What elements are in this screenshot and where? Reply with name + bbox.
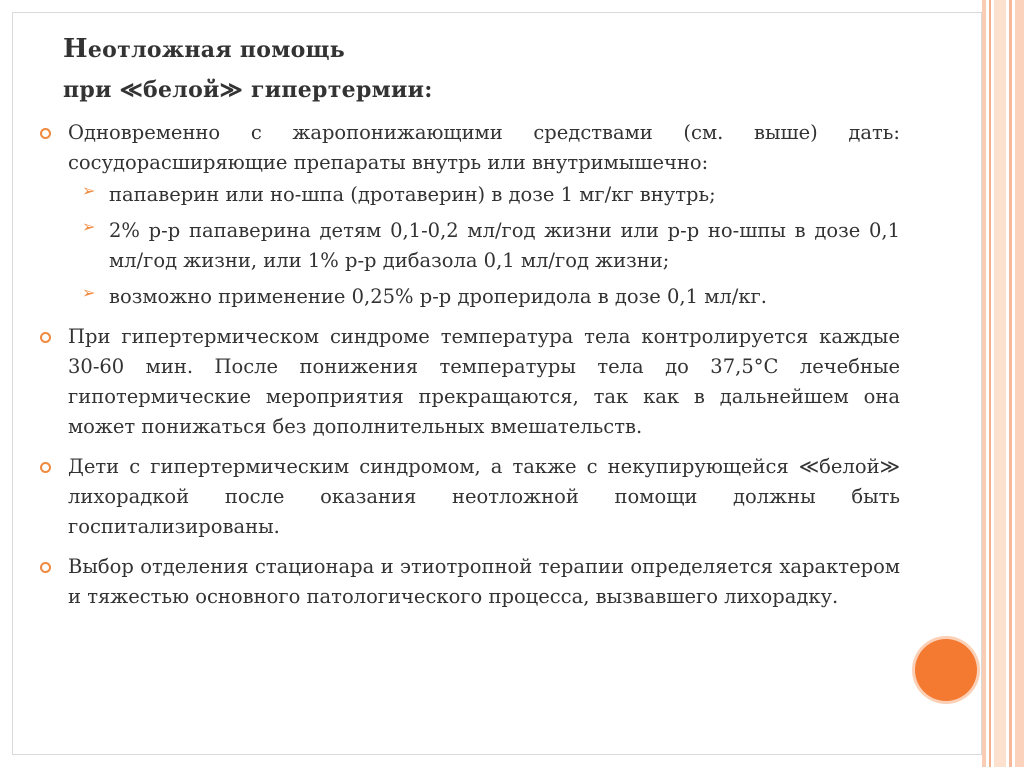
bullet-text: При гипертермическом синдроме температура тела контролируется каждые 30-60 мин. После понижения температуры тела до 37,5°С лечебные гипотермические мероприятия прекращаются, так как в дальнейшем она может понижаться без дополнительных вмешательств. [68, 325, 900, 438]
stripe [982, 0, 986, 767]
sub-list [68, 180, 900, 312]
title-line-1 [63, 32, 433, 67]
circle-outline-icon [40, 332, 51, 343]
bullet-item [40, 118, 900, 312]
bullet-item [40, 322, 900, 442]
slide-title [63, 32, 433, 107]
stripe [989, 0, 991, 767]
bullet-text: Дети с гипертермическим синдромом, а также с некупирующейся ≪белой≫ лихорадкой после оказания неотложной помощи должны быть госпитализированы. [68, 455, 900, 538]
arrowhead-icon: ➢ [82, 217, 96, 236]
circle-outline-icon [40, 128, 51, 139]
stripe [1015, 0, 1024, 767]
arrowhead-icon: ➢ [82, 283, 96, 302]
bullet-text: Выбор отделения стационара и этиотропной терапии определяется характером и тяжестью основного патологического процесса, вызвавшего лихорадку. [68, 555, 900, 608]
sub-item-text: 2% р-р папаверина детям 0,1-0,2 мл/год жизни или р-р но-шпы в дозе 0,1 мл/год жизни, или 1% р-р дибазола 0,1 мл/год жизни; [109, 219, 900, 272]
bullet-item [40, 452, 900, 542]
stripe [994, 0, 1006, 767]
decorative-side-stripes [982, 0, 1024, 767]
arrowhead-icon: ➢ [82, 181, 96, 200]
sub-item [68, 216, 900, 276]
circle-outline-icon [40, 462, 51, 473]
stripe [1009, 0, 1012, 767]
decorative-circle [915, 639, 977, 701]
slide-content [40, 118, 900, 622]
sub-item-text: возможно применение 0,25% р-р дроперидола в дозе 0,1 мл/кг. [109, 285, 767, 308]
title-line-2: при ≪белой≫ гипертермии: [63, 77, 433, 103]
circle-outline-icon [40, 562, 51, 573]
sub-item [68, 282, 900, 312]
title-initial: Н [63, 34, 88, 64]
bullet-text: Одновременно с жаропонижающими средствами (см. выше) дать: сосудорасширяющие препараты внутрь или внутримышечно: [68, 121, 900, 174]
sub-item [68, 180, 900, 210]
bullet-item [40, 552, 900, 612]
sub-item-text: папаверин или но-шпа (дротаверин) в дозе 1 мг/кг внутрь; [109, 183, 716, 206]
title-line-1-rest: еотложная помощь [87, 37, 345, 63]
